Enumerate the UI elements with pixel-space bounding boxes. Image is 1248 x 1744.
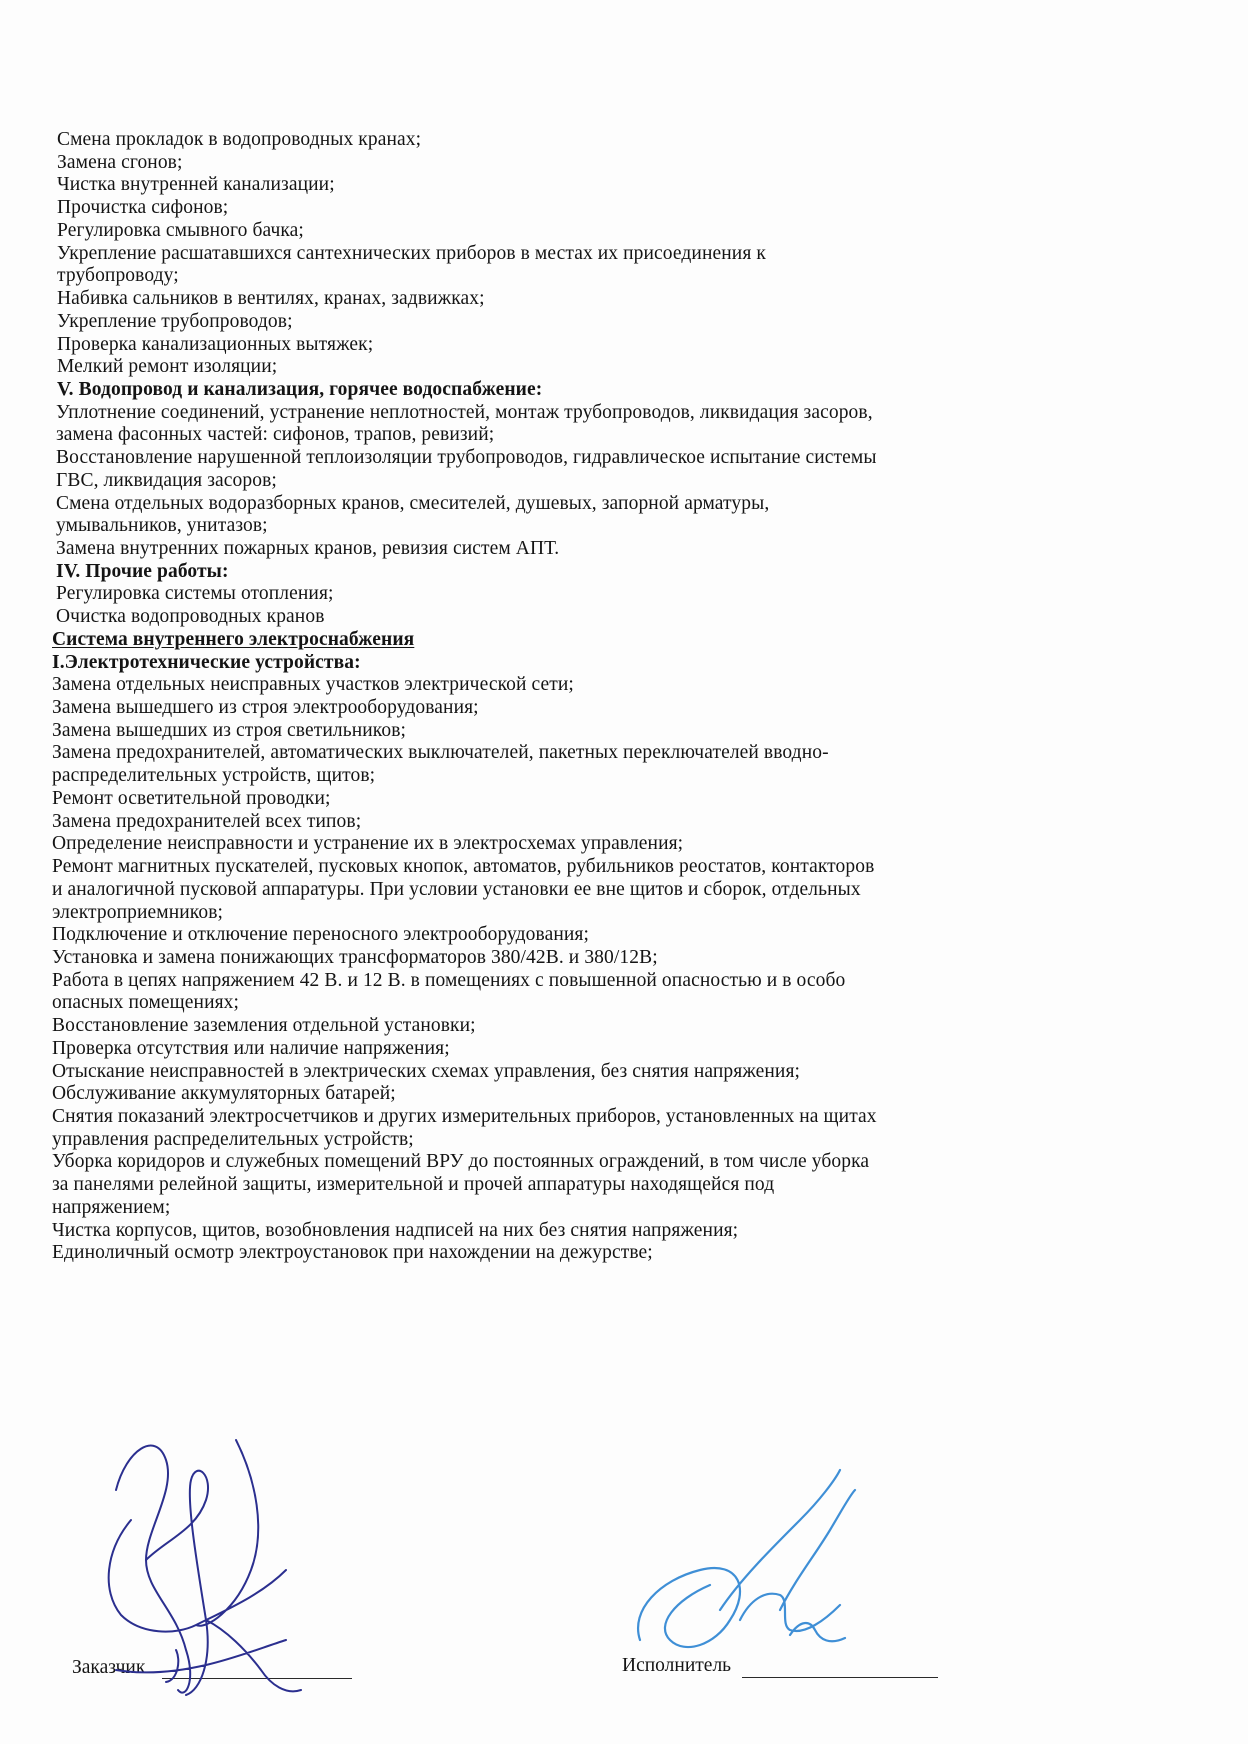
contractor-signature xyxy=(630,1460,890,1660)
document-line: умывальников, унитазов; xyxy=(56,515,268,537)
document-line: опасных помещениях; xyxy=(52,992,240,1014)
document-line: управления распределительных устройств; xyxy=(52,1128,414,1150)
document-line: Замена предохранителей, автоматических выключателей, пакетных переключателей вводно- xyxy=(52,742,829,764)
document-line: Укрепление расшатавшихся сантехнических приборов в местах их присоединения к xyxy=(57,242,766,264)
document-line: Проверка канализационных вытяжек; xyxy=(57,333,374,355)
document-line: Проверка отсутствия или наличие напряжения; xyxy=(52,1037,450,1059)
document-line: Подключение и отключение переносного электрооборудования; xyxy=(52,924,589,946)
customer-label: Заказчик xyxy=(72,1657,146,1678)
document-line: Регулировка системы отопления; xyxy=(56,583,334,605)
document-line: Замена отдельных неисправных участков электрической сети; xyxy=(52,674,574,696)
document-line: Чистка корпусов, щитов, возобновления надписей на них без снятия напряжения; xyxy=(52,1219,739,1241)
section-heading: I.Электротехнические устройства: xyxy=(52,651,361,673)
document-line: Смена прокладок в водопроводных кранах; xyxy=(57,129,422,150)
document-line: Снятия показаний электросчетчиков и других измерительных приборов, установленных на щитах xyxy=(52,1106,877,1127)
section-heading: V. Водопровод и канализация, горячее водоспабжение: xyxy=(57,378,543,400)
section-heading: Система внутреннего электроснабжения xyxy=(52,628,415,650)
document-line: Прочистка сифонов; xyxy=(57,197,229,219)
document-line: Отыскание неисправностей в электрических схемах управления, без снятия напряжения; xyxy=(52,1060,801,1082)
document-line: за панелями релейной защиты, измерительной и прочей аппаратуры находящейся под xyxy=(52,1174,775,1196)
document-line: распределительных устройств, щитов; xyxy=(52,765,376,787)
document-line: Замена внутренних пожарных кранов, ревизия систем АПТ. xyxy=(56,538,560,559)
customer-signature xyxy=(86,1420,346,1720)
document-line: Обслуживание аккумуляторных батарей; xyxy=(52,1083,396,1105)
document-line: Чистка внутренней канализации; xyxy=(57,174,335,196)
customer-signature-line xyxy=(162,1678,352,1679)
document-line: и аналогичной пусковой аппаратуры. При условии установки ее вне щитов и сборок, отдельных xyxy=(52,878,861,900)
document-line: трубопроводу; xyxy=(57,265,179,287)
document-line: Уплотнение соединений, устранение неплотностей, монтаж трубопроводов, ликвидация засоров, xyxy=(56,401,873,423)
document-line: Замена вышедших из строя светильников; xyxy=(52,719,407,741)
document-line: Мелкий ремонт изоляции; xyxy=(57,356,278,378)
document-line: Ремонт осветительной проводки; xyxy=(52,787,331,809)
document-line: Замена вышедшего из строя электрооборудования; xyxy=(52,697,479,718)
document-line: Регулировка смывного бачка; xyxy=(57,219,304,241)
document-line: Замена предохранителей всех типов; xyxy=(52,810,362,832)
document-line: электроприемников; xyxy=(52,901,224,923)
document-line: Очистка водопроводных кранов xyxy=(56,606,325,628)
section-heading: IV. Прочие работы: xyxy=(56,560,229,582)
document-line: Установка и замена понижающих трансформаторов 380/42В. и 380/12В; xyxy=(52,946,658,968)
document-line: ГВС, ликвидация засоров; xyxy=(56,469,277,491)
document-line: Единоличный осмотр электроустановок при нахождении на дежурстве; xyxy=(52,1242,653,1264)
document-line: Восстановление нарушенной теплоизоляции трубопроводов, гидравлическое испытание системы xyxy=(56,447,877,469)
document-line: Укрепление трубопроводов; xyxy=(57,310,293,332)
document-line: Уборка коридоров и служебных помещений ВРУ до постоянных ограждений, в том числе уборка xyxy=(52,1151,870,1173)
document-line: напряжением; xyxy=(52,1196,171,1218)
document-line: Определение неисправности и устранение их в электросхемах управления; xyxy=(52,833,684,855)
document-line: Набивка сальников в вентилях, кранах, задвижках; xyxy=(57,288,485,309)
document-line: Восстановление заземления отдельной установки; xyxy=(52,1015,476,1037)
document-line: Работа в цепях напряжением 42 В. и 12 В. в помещениях с повышенной опасностью и в особо xyxy=(52,969,846,991)
document-line: Смена отдельных водоразборных кранов, смесителей, душевых, запорной арматуры, xyxy=(56,492,770,514)
document-line: Ремонт магнитных пускателей, пусковых кнопок, автоматов, рубильников реостатов, контакторов xyxy=(52,856,875,877)
document-line: Замена сгонов; xyxy=(57,151,183,173)
document-line: замена фасонных частей: сифонов, трапов, ревизий; xyxy=(56,424,495,446)
contractor-label: Исполнитель xyxy=(622,1655,732,1676)
contractor-signature-line xyxy=(742,1677,938,1678)
